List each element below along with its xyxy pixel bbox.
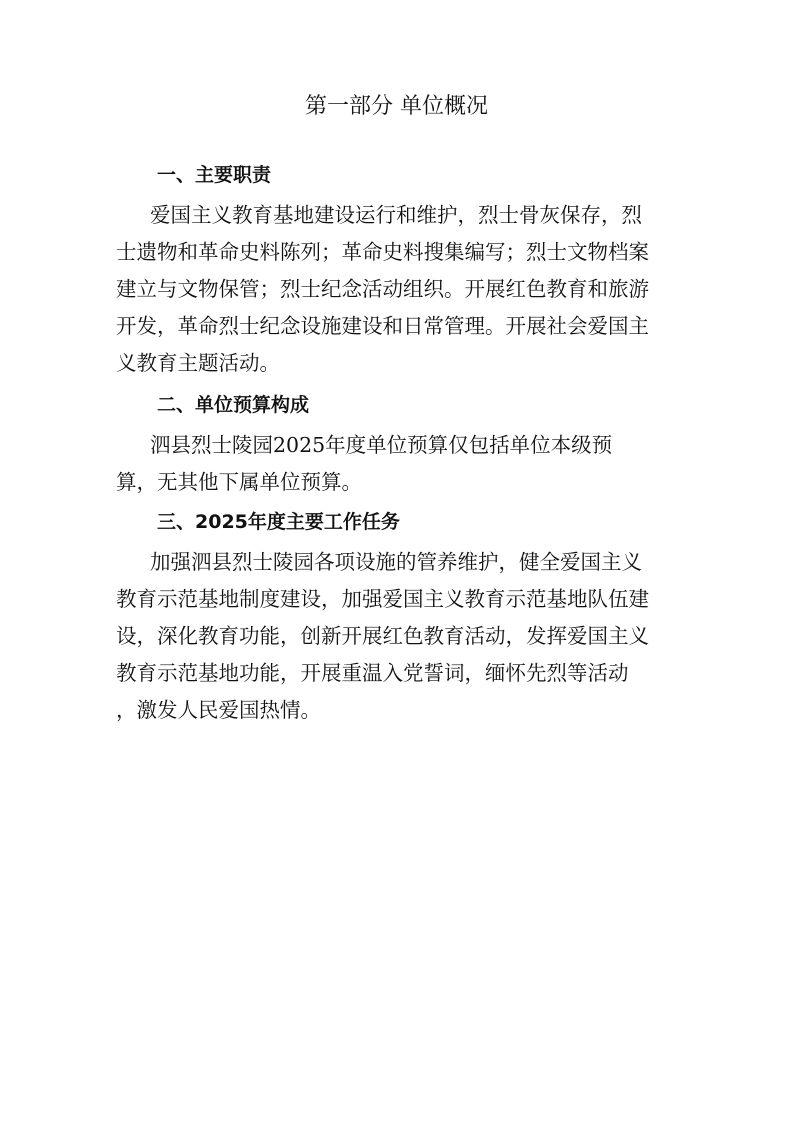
page-title: 第一部分 单位概况 bbox=[305, 94, 488, 119]
paragraph-line: 教育示范基地制度建设，加强爱国主义教育示范基地队伍建 bbox=[116, 587, 649, 611]
paragraph-line: 开发，革命烈士纪念设施建设和日常管理。开展社会爱国主 bbox=[116, 314, 649, 338]
paragraph-line: 加强泗县烈士陵园各项设施的管养维护，健全爱国主义 bbox=[150, 550, 642, 574]
section-heading-duties: 一、主要职责 bbox=[157, 164, 272, 186]
section-heading-main-tasks: 三、2025年度主要工作任务 bbox=[157, 511, 400, 533]
paragraph-line: 设，深化教育功能，创新开展红色教育活动，发挥爱国主义 bbox=[116, 624, 649, 648]
paragraph-line: 士遗物和革命史料陈列；革命史料搜集编写；烈士文物档案 bbox=[116, 240, 649, 264]
paragraph-line: ，激发人民爱国热情。 bbox=[116, 698, 321, 722]
paragraph-line: 爱国主义教育基地建设运行和维护，烈士骨灰保存，烈 bbox=[150, 203, 642, 227]
paragraph-line: 建立与文物保管；烈士纪念活动组织。开展红色教育和旅游 bbox=[116, 277, 649, 301]
section-heading-budget-structure: 二、单位预算构成 bbox=[157, 394, 310, 416]
paragraph-line: 义教育主题活动。 bbox=[116, 351, 280, 375]
paragraph-line: 泗县烈士陵园2025年度单位预算仅包括单位本级预 bbox=[150, 433, 613, 457]
paragraph-line: 教育示范基地功能，开展重温入党誓词，缅怀先烈等活动 bbox=[116, 661, 629, 685]
paragraph-line: 算，无其他下属单位预算。 bbox=[116, 470, 362, 494]
